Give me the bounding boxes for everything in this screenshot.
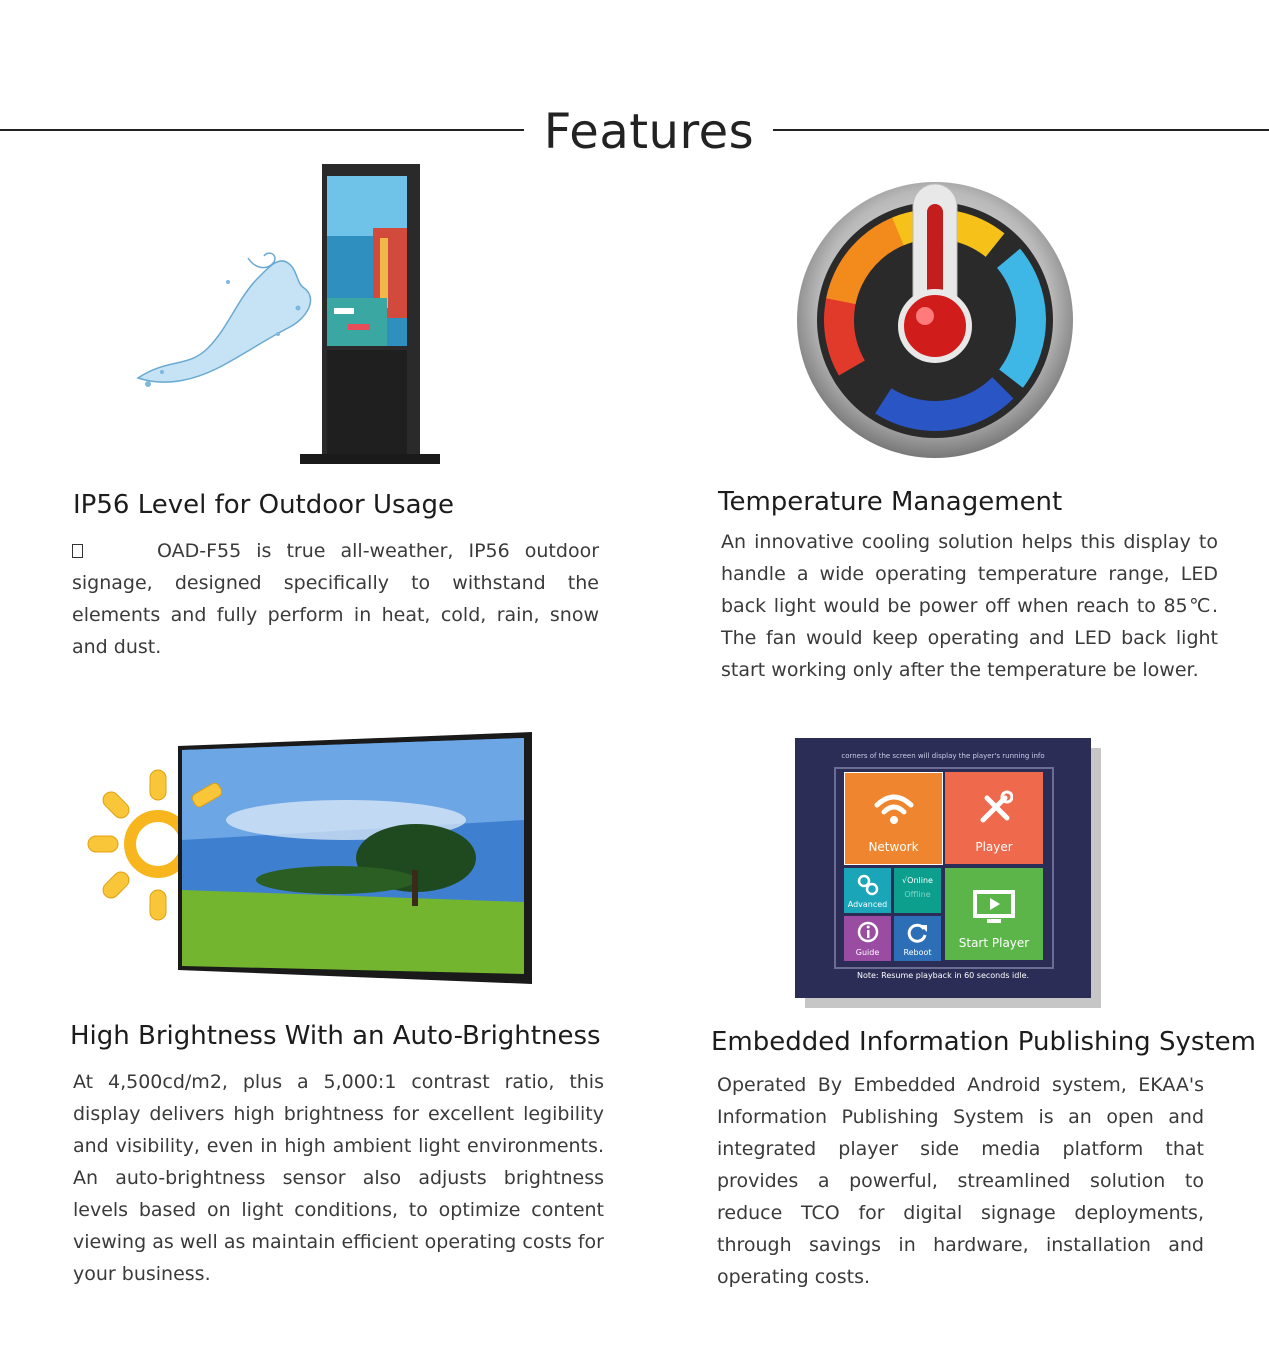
tools-icon <box>977 790 1013 826</box>
tile-guide[interactable] <box>844 916 891 961</box>
info-icon <box>857 921 879 943</box>
header-rule-left <box>0 129 524 131</box>
feature-text-outdoor-body: OAD-F55 is true all-weather, IP56 outdoor signage, designed specifically to withstand the elements and fully perform in heat, cold, rain, snow and dust. <box>72 540 599 658</box>
kiosk-display-icon <box>300 164 440 464</box>
tile-reboot-label: Reboot <box>903 948 932 957</box>
tile-online-status <box>894 868 941 913</box>
reboot-icon <box>907 921 929 943</box>
feature-text-brightness: At 4,500cd/m2, plus a 5,000:1 contrast ratio, this display delivers high brightness for excellent legibility and visibility, even in high ambient light environments. An auto-brightness sensor also adjusts brightness levels based on light conditions, to optimize content viewing as well as maintain efficient operating costs for your business. <box>73 1071 604 1285</box>
wifi-icon <box>873 791 915 825</box>
tile-start-player-label: Start Player <box>958 936 1030 950</box>
feature-title-temperature: Temperature Management <box>718 487 1063 517</box>
offline-label: Offline <box>904 890 931 899</box>
tile-start-player[interactable] <box>945 868 1043 960</box>
feature-title-brightness: High Brightness With an Auto-Brightness <box>70 1021 601 1051</box>
gears-icon <box>857 874 879 896</box>
play-screen-icon <box>973 890 1015 924</box>
tile-player-label: Player <box>975 840 1013 854</box>
wall-display-icon <box>178 732 532 984</box>
feature-title-publishing: Embedded Information Publishing System <box>711 1027 1256 1057</box>
checkbox-icon <box>72 544 83 558</box>
tile-advanced-label: Advanced <box>847 900 888 909</box>
header-rule-right <box>773 129 1269 131</box>
tile-network-label: Network <box>868 840 919 854</box>
tile-guide-label: Guide <box>855 948 880 957</box>
tile-player[interactable] <box>945 772 1043 864</box>
tile-reboot[interactable] <box>894 916 941 961</box>
brightness-display-image <box>86 730 538 986</box>
online-label: √Online <box>902 876 933 885</box>
feature-text-temperature: An innovative cooling solution helps this display to handle a wide operating temperature range, LED back light would be power off when reach to 85℃. The fan would keep operating and LED back light start working only after the temperature be lower. <box>721 531 1218 681</box>
player-ui-panel <box>795 738 1091 998</box>
water-splash-icon <box>138 253 311 387</box>
outdoor-kiosk-image <box>128 158 448 478</box>
feature-text-publishing: Operated By Embedded Android system, EKAA's Information Publishing System is an open and integrated player side media platform that provides a powerful, streamlined solution to reduce TCO for digital signage deployments, through savings in hardware, installation and operating costs. <box>717 1074 1204 1288</box>
feature-text-outdoor <box>72 535 599 663</box>
temperature-gauge-image <box>795 180 1075 460</box>
tile-network[interactable] <box>844 772 943 865</box>
tile-advanced[interactable] <box>844 868 891 913</box>
page-title: Features <box>543 104 755 160</box>
player-info-text: corners of the screen will display the player's running info <box>841 752 1045 760</box>
feature-title-outdoor: IP56 Level for Outdoor Usage <box>73 490 455 520</box>
player-note: Note: Resume playback in 60 seconds idle. <box>856 971 1030 980</box>
